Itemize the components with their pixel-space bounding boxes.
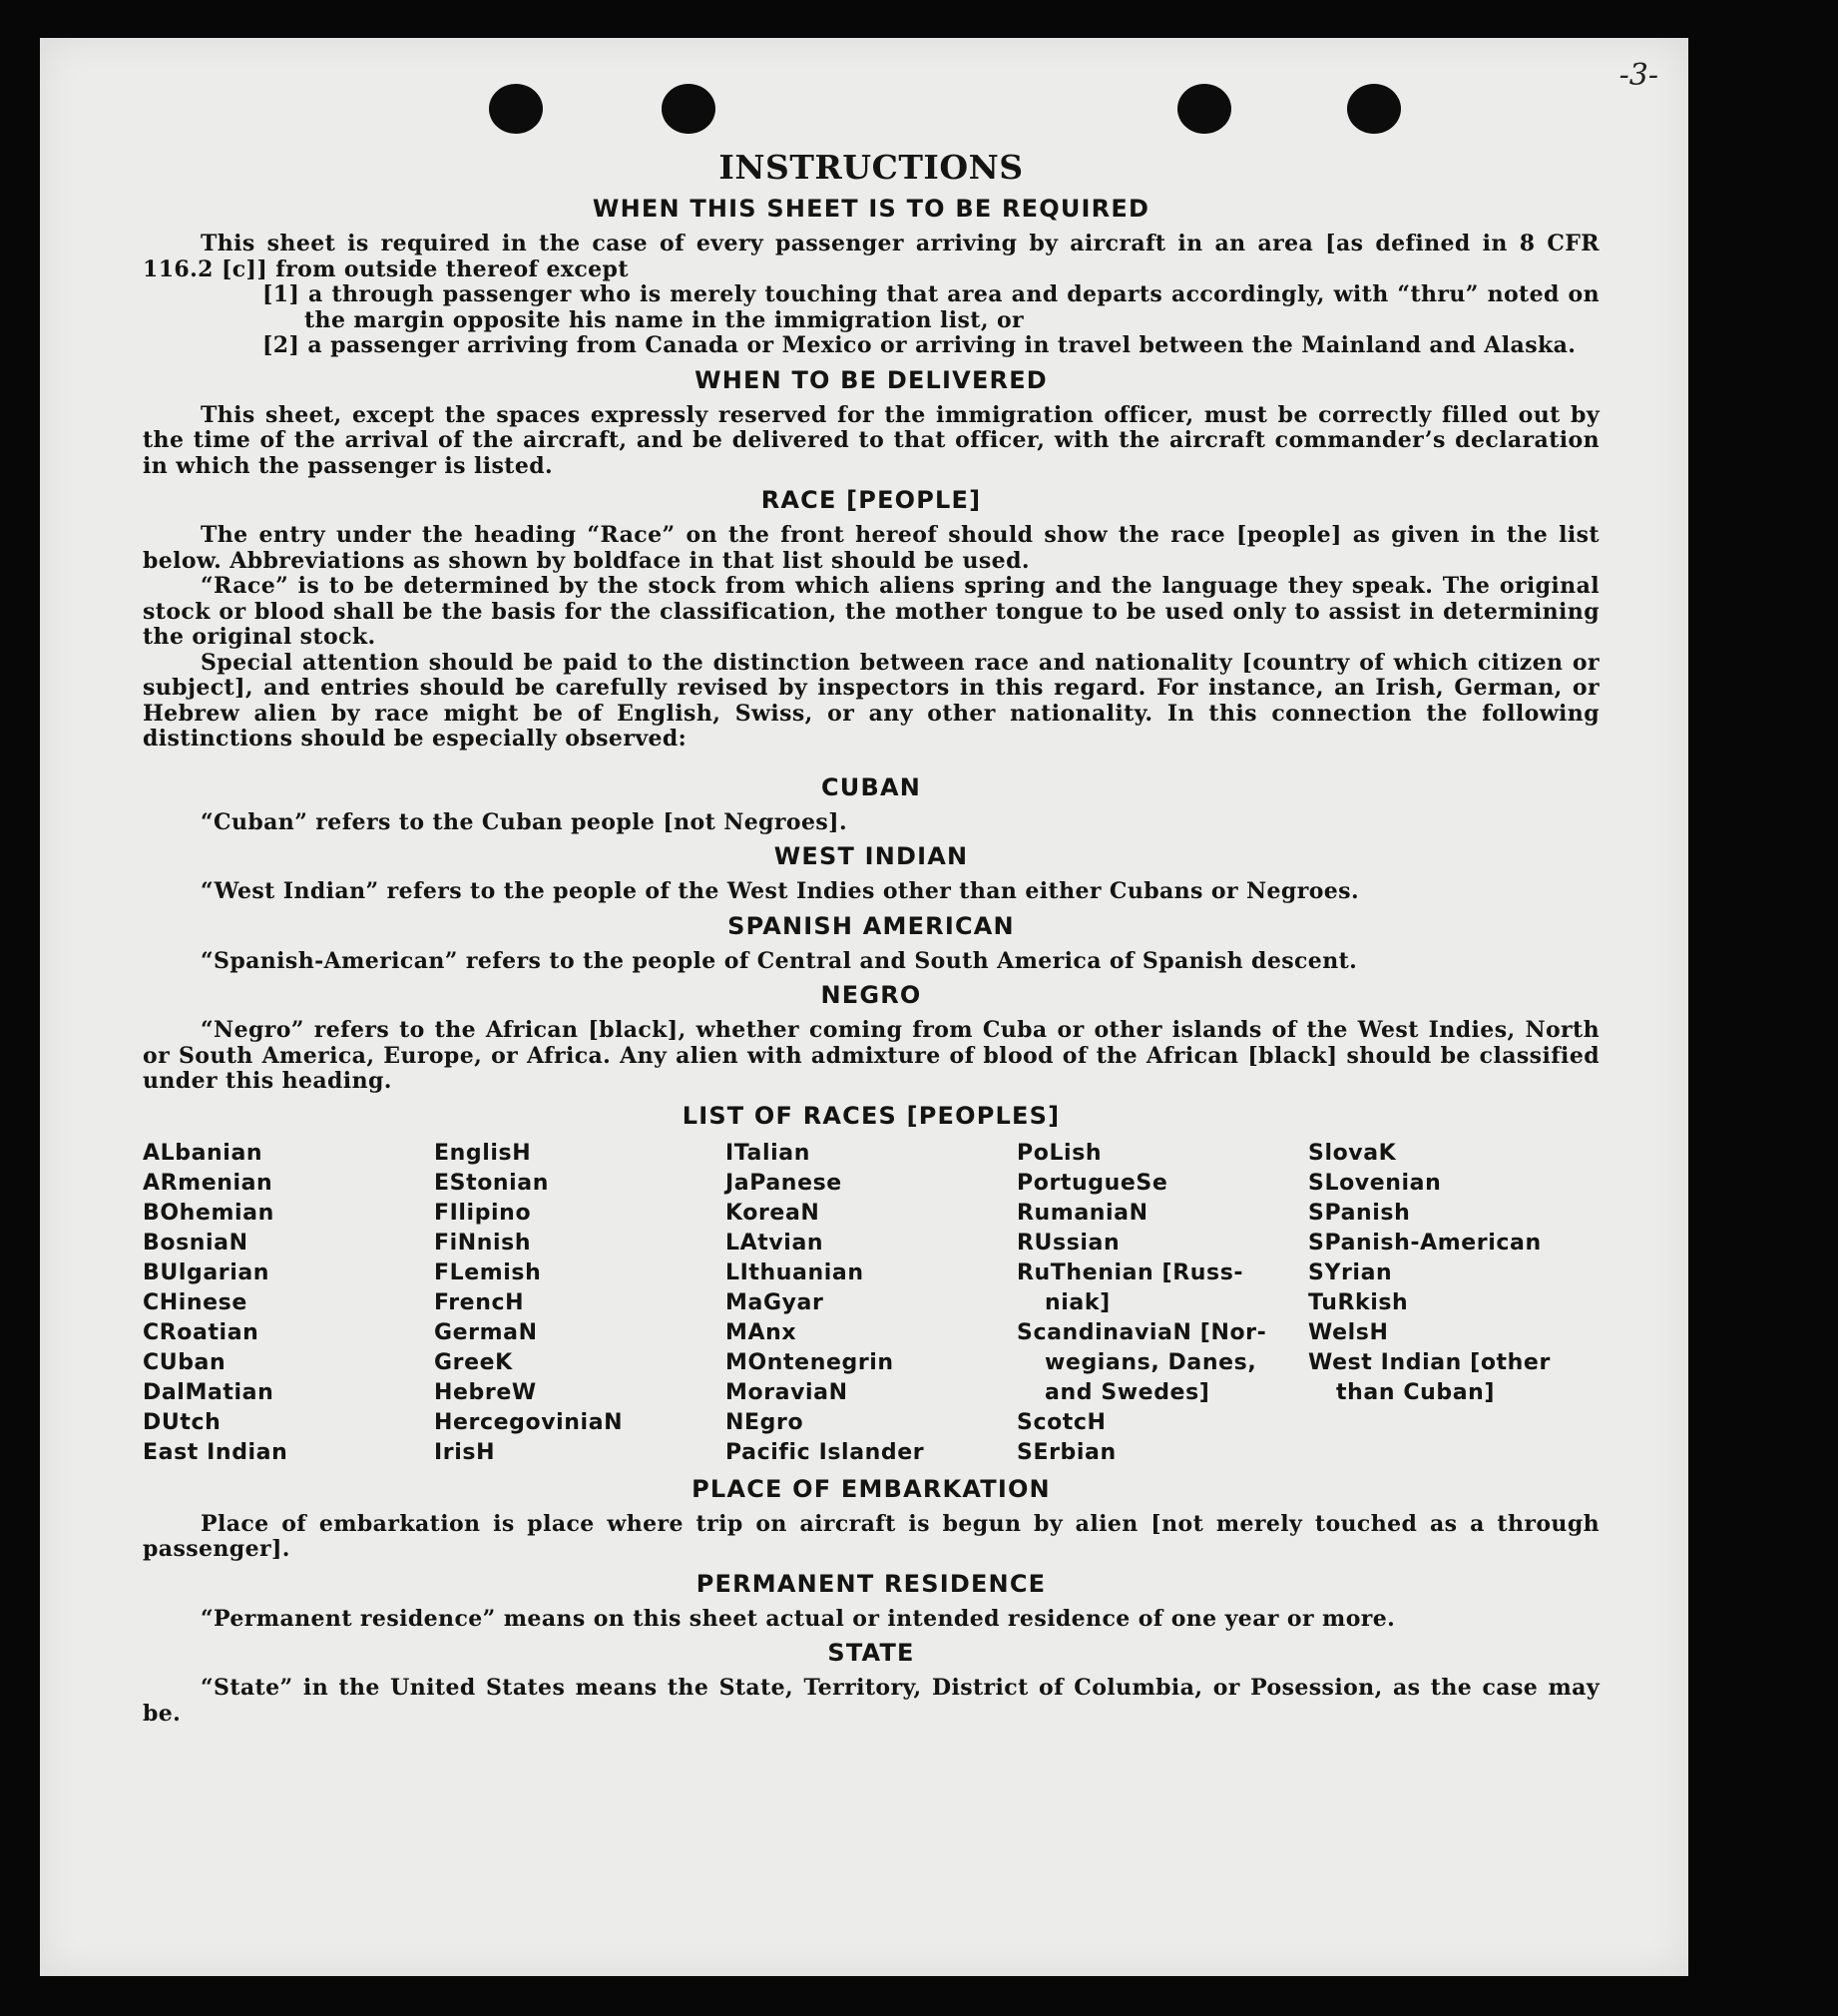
race-item: DUtch bbox=[143, 1409, 222, 1435]
required-intro-emphasis: except bbox=[546, 255, 629, 282]
race-item: RumaniaN bbox=[1017, 1200, 1149, 1226]
instructions-content bbox=[143, 148, 1600, 1727]
race-item: HebreW bbox=[434, 1379, 537, 1405]
spanish-american-text: “Spanish-American” refers to the people of Central and South America of Spanish descent. bbox=[201, 947, 1358, 974]
race-item: MoraviaN bbox=[725, 1379, 848, 1405]
race-list bbox=[143, 1139, 1600, 1468]
punch-hole bbox=[1347, 84, 1401, 134]
race-item: MOntenegrin bbox=[725, 1349, 894, 1375]
race-column-3 bbox=[725, 1139, 1017, 1468]
race-column-2 bbox=[434, 1139, 725, 1468]
race-paragraph-1: The entry under the heading “Race” on the front hereof should show the race [people] as given in the list below. Abbreviations as shown by boldface in that list should be used. bbox=[143, 522, 1600, 574]
negro-text: “Negro” refers to the African [black], whether coming from Cuba or other islands of the West Indies, North or South America, Europe, or Africa. Any alien with admixture of blood of the African [black] should be classified under this heading. bbox=[143, 1017, 1600, 1094]
race-item: GreeK bbox=[434, 1349, 513, 1375]
race-item: FIlipino bbox=[434, 1200, 532, 1226]
page-corner-mark: -3- bbox=[1618, 58, 1658, 93]
race-item: SYrian bbox=[1308, 1260, 1393, 1285]
race-item: BOhemian bbox=[143, 1200, 274, 1226]
race-column-1 bbox=[143, 1139, 434, 1468]
race-item: CRoatian bbox=[143, 1319, 259, 1345]
race-item: MaGyar bbox=[725, 1289, 824, 1315]
delivered-text: This sheet, except the spaces expressly reserved for the immigration officer, must be correctly filled out by the time of the arrival of the aircraft, and be delivered to that officer, with the aircraft commander’s declaration in which the passenger is listed. bbox=[143, 401, 1600, 479]
race-item: WelsH bbox=[1308, 1319, 1389, 1345]
race-item: NEgro bbox=[725, 1409, 804, 1435]
race-item: BosniaN bbox=[143, 1230, 248, 1256]
race-item: FiNnish bbox=[434, 1230, 532, 1256]
west-indian-text: “West Indian” refers to the people of the West Indies other than either Cubans or Negroes. bbox=[201, 878, 1360, 904]
race-item: and Swedes] bbox=[1045, 1379, 1210, 1405]
race-column-5 bbox=[1308, 1139, 1600, 1468]
race-item: HercegoviniaN bbox=[434, 1409, 624, 1435]
race-item: Pacific Islander bbox=[725, 1439, 925, 1465]
race-item: niak] bbox=[1045, 1289, 1111, 1315]
state-text: “State” in the United States means the State, Territory, District of Columbia, or Posession, as the case may be. bbox=[143, 1675, 1600, 1727]
race-item: CUban bbox=[143, 1349, 227, 1375]
race-item: ARmenian bbox=[143, 1170, 273, 1196]
race-item: EStonian bbox=[434, 1170, 550, 1196]
race-item: East Indian bbox=[143, 1439, 288, 1465]
race-item: DalMatian bbox=[143, 1379, 274, 1405]
document-sheet bbox=[40, 38, 1688, 1976]
race-item: IrisH bbox=[434, 1439, 496, 1465]
race-item: KoreaN bbox=[725, 1200, 820, 1226]
race-item: BUlgarian bbox=[143, 1260, 270, 1285]
race-item: JaPanese bbox=[725, 1170, 842, 1196]
race-item: MAnx bbox=[725, 1319, 797, 1345]
race-item: FLemish bbox=[434, 1260, 542, 1285]
required-item-1: [1] a through passenger who is merely touching that area and departs accordingly, with “thru” noted on the margin opposite his name in the immigration list, or bbox=[262, 281, 1600, 333]
race-item: ITalian bbox=[725, 1140, 810, 1166]
page-title: INSTRUCTIONS bbox=[718, 148, 1024, 187]
section-heading-delivered: WHEN TO BE DELIVERED bbox=[694, 365, 1048, 394]
section-heading-race: RACE [PEOPLE] bbox=[760, 486, 982, 514]
required-item-2: [2] a passenger arriving from Canada or Mexico or arriving in travel between the Mainland and Alaska. bbox=[262, 332, 1577, 358]
race-item: ALbanian bbox=[143, 1140, 263, 1166]
section-heading-embarkation: PLACE OF EMBARKATION bbox=[691, 1474, 1051, 1503]
embarkation-text: Place of embarkation is place where trip on aircraft is begun by alien [not merely touched as a through passenger]. bbox=[143, 1510, 1600, 1562]
section-heading-cuban: CUBAN bbox=[820, 772, 922, 801]
race-item: CHinese bbox=[143, 1289, 247, 1315]
section-heading-negro: NEGRO bbox=[820, 981, 922, 1009]
race-item: EnglisH bbox=[434, 1140, 532, 1166]
race-item: PortugueSe bbox=[1017, 1170, 1168, 1196]
race-item: PoLish bbox=[1017, 1140, 1103, 1166]
punch-hole bbox=[662, 84, 715, 134]
residence-text: “Permanent residence” means on this sheet actual or intended residence of one year or more. bbox=[201, 1605, 1396, 1632]
race-item: FrencH bbox=[434, 1289, 525, 1315]
race-item: TuRkish bbox=[1308, 1289, 1409, 1315]
required-intro bbox=[143, 232, 1600, 282]
race-item: West Indian [other bbox=[1308, 1349, 1551, 1375]
race-item: SLovenian bbox=[1308, 1170, 1442, 1196]
race-item: SErbian bbox=[1017, 1439, 1117, 1465]
section-heading-residence: PERMANENT RESIDENCE bbox=[695, 1569, 1047, 1598]
punch-hole bbox=[489, 84, 543, 134]
section-heading-required: WHEN THIS SHEET IS TO BE REQUIRED bbox=[592, 195, 1150, 223]
section-heading-list-of-races: LIST OF RACES [PEOPLES] bbox=[682, 1101, 1061, 1130]
race-item: SlovaK bbox=[1308, 1140, 1397, 1166]
race-item: than Cuban] bbox=[1336, 1379, 1496, 1405]
race-item: RuThenian [Russ- bbox=[1017, 1260, 1244, 1285]
race-item: LIthuanian bbox=[725, 1260, 864, 1285]
race-item: LAtvian bbox=[725, 1230, 824, 1256]
required-intro-text: This sheet is required in the case of every passenger arriving by aircraft in an area [as defined in 8 CFR 116.2 [c]] from outside thereof bbox=[143, 231, 1600, 282]
race-column-4 bbox=[1017, 1139, 1308, 1468]
cuban-text: “Cuban” refers to the Cuban people [not Negroes]. bbox=[201, 808, 848, 835]
section-heading-state: STATE bbox=[827, 1639, 915, 1667]
race-item: GermaN bbox=[434, 1319, 538, 1345]
race-item: wegians, Danes, bbox=[1045, 1349, 1257, 1375]
race-item: RUssian bbox=[1017, 1230, 1121, 1256]
race-item: SPanish-American bbox=[1308, 1230, 1542, 1256]
section-heading-spanish-american: SPANISH AMERICAN bbox=[727, 911, 1015, 940]
race-paragraph-2: “Race” is to be determined by the stock from which aliens spring and the language they speak. The original stock or blood shall be the basis for the classification, the mother tongue to be used only to assist in determining the original stock. bbox=[143, 573, 1600, 650]
race-paragraph-3: Special attention should be paid to the distinction between race and nationality [country of which citizen or subject], and entries should be carefully revised by inspectors in this regard. For instance, an Irish, German, or Hebrew alien by race might be of English, Swiss, or any other nationality. In this connection the following distinctions should be especially observed: bbox=[143, 649, 1600, 752]
race-item: ScandinaviaN [Nor- bbox=[1017, 1319, 1267, 1345]
punch-hole bbox=[1177, 84, 1231, 134]
section-heading-west-indian: WEST INDIAN bbox=[773, 842, 969, 870]
race-item: ScotcH bbox=[1017, 1409, 1107, 1435]
race-item: SPanish bbox=[1308, 1200, 1411, 1226]
